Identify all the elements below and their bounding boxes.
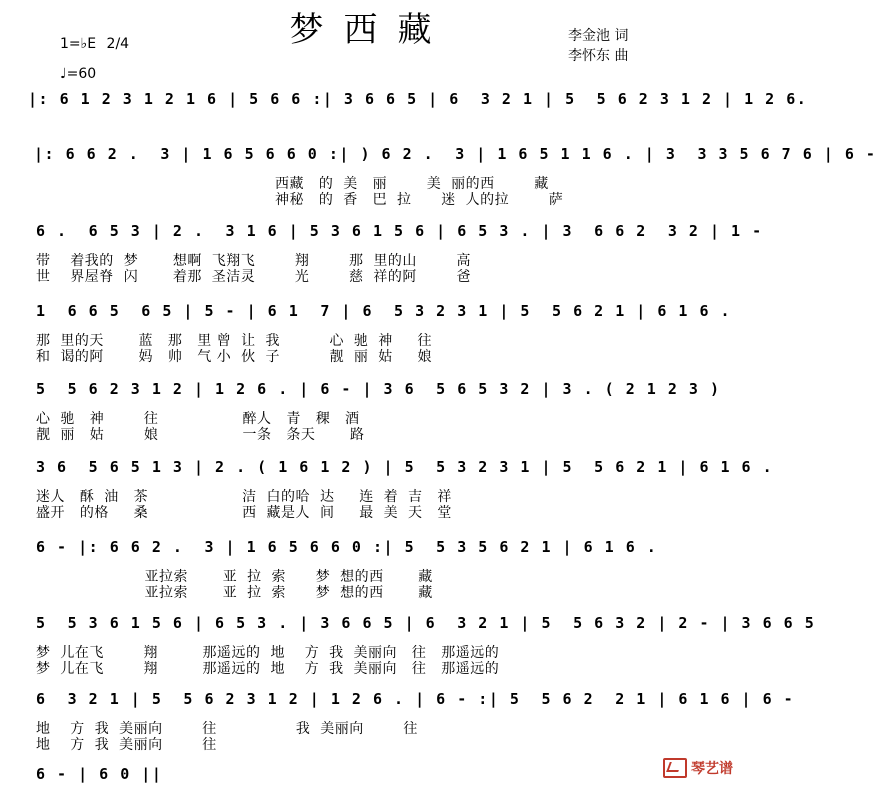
notes-line: 5 5 6 2 3 1 2 | 1 2 6 . | 6 - | 3 6 5 6 5 3 2 | 3 . ( 2 1 2 3 ) bbox=[36, 380, 721, 398]
credits bbox=[568, 26, 628, 66]
key-label: 1=♭E bbox=[60, 36, 97, 52]
score-row-9 bbox=[0, 690, 795, 753]
notes-line: 1 6 6 5 6 5 | 5 - | 6 1 7 | 6 5 3 2 3 1 | 5 5 6 2 1 | 6 1 6 . bbox=[36, 302, 732, 320]
composer-credit: 李怀东 曲 bbox=[568, 48, 629, 64]
lyric-line-2: 亚拉索 亚 拉 索 梦 想的西 藏 bbox=[100, 585, 433, 601]
time-signature: 2/4 bbox=[106, 36, 130, 52]
watermark bbox=[663, 758, 733, 778]
lyric-line-1: 带 着我的 梦 想啊 飞翔飞 翔 那 里的山 高 bbox=[36, 253, 471, 269]
lyric-line-1: 西藏 的 美 丽 美 丽的西 藏 bbox=[275, 176, 549, 192]
notes-line: |: 6 1 2 3 1 2 1 6 | 5 6 6 :| 3 6 6 5 | 6 3 2 1 | 5 5 6 2 3 1 2 | 1 2 6. bbox=[28, 90, 808, 108]
score-row-10 bbox=[0, 765, 741, 785]
notes-line: 6 - | 6 0 || bbox=[36, 765, 163, 783]
notes-line: 6 . 6 5 3 | 2 . 3 1 6 | 5 3 6 1 5 6 | 6 5 3 . | 3 6 6 2 3 2 | 1 - bbox=[36, 222, 763, 240]
score-row-7 bbox=[0, 538, 741, 601]
lyric-line-2: 盛开 的格 桑 西 藏是人 间 最 美 天 堂 bbox=[36, 505, 452, 521]
lyric-line-1: 亚拉索 亚 拉 索 梦 想的西 藏 bbox=[100, 569, 433, 585]
lyric-line-2: 梦 儿在飞 翔 那遥远的 地 方 我 美丽向 往 那遥远的 bbox=[36, 661, 500, 677]
lyric-line-1: 心 驰 神 往 醉人 青 稞 酒 bbox=[36, 411, 360, 427]
score-row-4 bbox=[0, 302, 741, 365]
lyric-line-2: 神秘 的 香 巴 拉 迷 人的拉 萨 bbox=[275, 192, 564, 208]
lyric-line-2: 地 方 我 美丽向 往 bbox=[36, 737, 217, 753]
score-row-3 bbox=[0, 222, 763, 285]
key-signature bbox=[60, 36, 129, 52]
watermark-text: 琴艺谱 bbox=[691, 761, 733, 777]
lyric-line-2: 和 谒的阿 妈 帅 气 小 伙 子 靓 丽 姑 娘 bbox=[36, 349, 433, 365]
score-row-6 bbox=[0, 458, 774, 521]
lyric-line-1: 梦 儿在飞 翔 那遥远的 地 方 我 美丽向 往 那遥远的 bbox=[36, 645, 500, 661]
notes-line: |: 6 6 2 . 3 | 1 6 5 6 6 0 :| ) 6 2 . 3 | 1 6 5 1 1 6 . | 3 3 3 5 6 7 6 | 6 - bbox=[34, 145, 876, 163]
lyric-line-1: 地 方 我 美丽向 往 我 美丽向 往 bbox=[36, 721, 418, 737]
lyricist-credit: 李金池 词 bbox=[568, 28, 629, 44]
qinyipu-logo-icon bbox=[663, 758, 687, 778]
notes-line: 3 6 5 6 5 1 3 | 2 . ( 1 6 1 2 ) | 5 5 3 2 3 1 | 5 5 6 2 1 | 6 1 6 . bbox=[36, 458, 774, 476]
lyric-line-2: 世 界屋脊 闪 着那 圣洁灵 光 慈 祥的阿 爸 bbox=[36, 269, 471, 285]
tempo-marking: ♩=60 bbox=[60, 66, 97, 82]
notes-line: 6 3 2 1 | 5 5 6 2 3 1 2 | 1 2 6 . | 6 - :| 5 5 6 2 2 1 | 6 1 6 | 6 - bbox=[36, 690, 795, 708]
lyric-line-2: 靓 丽 姑 娘 一条 条天 路 bbox=[36, 427, 365, 443]
lyric-line-1: 那 里的天 蓝 那 里 曾 让 我 心 驰 神 往 bbox=[36, 333, 433, 349]
lyric-line-1: 迷人 酥 油 茶 洁 白的哈 达 连 着 吉 祥 bbox=[36, 489, 452, 505]
score-row-2 bbox=[0, 145, 876, 208]
score-row-1 bbox=[0, 90, 808, 120]
song-title: 梦西藏 bbox=[289, 10, 452, 50]
score-row-8 bbox=[0, 614, 816, 677]
notes-line: 6 - |: 6 6 2 . 3 | 1 6 5 6 6 0 :| 5 5 3 5 6 2 1 | 6 1 6 . bbox=[36, 538, 658, 556]
notes-line: 5 5 3 6 1 5 6 | 6 5 3 . | 3 6 6 5 | 6 3 2 1 | 5 5 6 3 2 | 2 - | 3 6 6 5 bbox=[36, 614, 816, 632]
score-row-5 bbox=[0, 380, 741, 443]
